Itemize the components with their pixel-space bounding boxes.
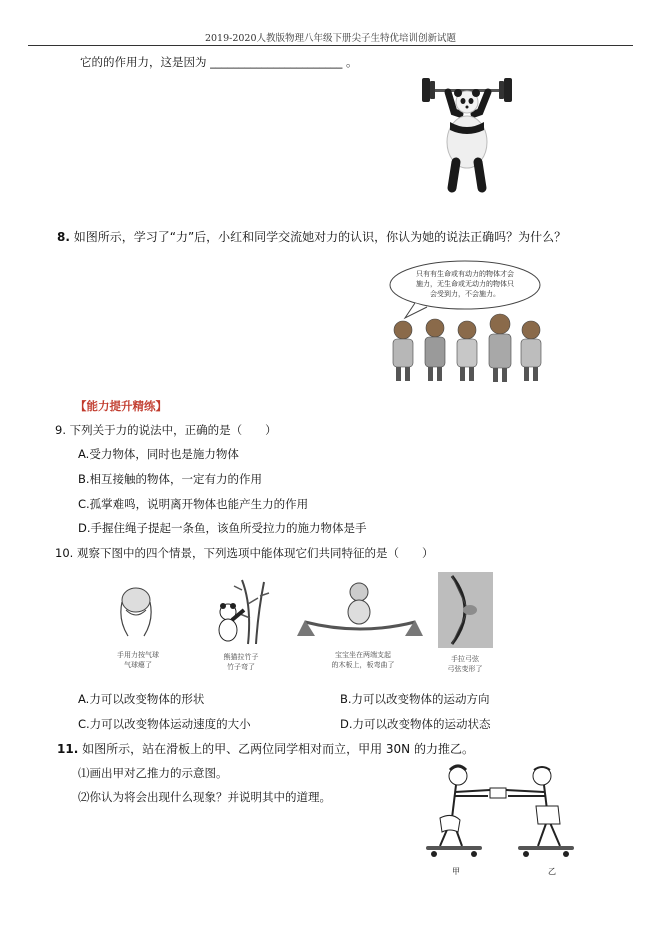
caption-baby-line1: 宝宝坐在两端支起	[335, 651, 391, 659]
q10-question: 10. 观察下图中的四个情景，下列选项中能体现它们共同特征的是（ ）	[55, 546, 434, 560]
q10-option-d: D.力可以改变物体的运动状态	[340, 717, 491, 731]
caption-bow-line1: 手拉弓弦	[451, 655, 479, 663]
q11-sub1: ⑴画出甲对乙推力的示意图。	[78, 766, 228, 780]
q9-option-b: B.相互接触的物体，一定有力的作用	[78, 472, 263, 486]
caption-panda-line2: 竹子弯了	[227, 663, 255, 671]
q9-option-d: D.手握住绳子提起一条鱼，该鱼所受拉力的施力物体是手	[78, 521, 367, 535]
bubble-line-3: 会受到力，不会施力。	[430, 290, 500, 298]
panda-weightlifting-figure	[418, 72, 516, 194]
q10-option-c: C.力可以改变物体运动速度的大小	[78, 717, 251, 731]
caption-baby-line2: 的木板上，板弯曲了	[331, 661, 395, 669]
section-title: 【能力提升精练】	[75, 399, 167, 413]
q8-question	[57, 228, 566, 245]
q7-tail-text: 它的的作用力，这是因为 _______________________ 。	[80, 55, 358, 69]
q9-option-a: A.受力物体，同时也是施力物体	[78, 447, 239, 461]
header-divider	[28, 45, 633, 46]
kids-discussion-figure	[385, 258, 545, 388]
caption-baby	[318, 650, 408, 670]
page-header: 2019-2020人教版物理八年级下册尖子生特优培训创新试题	[204, 33, 457, 44]
q8-number: 8.	[57, 230, 70, 244]
balloon-press-figure	[108, 580, 163, 640]
q10-option-a: A.力可以改变物体的形状	[78, 692, 205, 706]
label-yi: 乙	[548, 867, 556, 876]
caption-panda	[206, 652, 276, 672]
caption-balloon-line2: 气球瘪了	[124, 661, 152, 669]
bubble-line-2: 施力，无生命或无动力的物体只	[416, 280, 514, 288]
q10-option-b: B.力可以改变物体的运动方向	[340, 692, 490, 706]
caption-balloon-line1: 手用力按气球	[117, 651, 159, 659]
caption-bow-line2: 弓弦变形了	[447, 665, 483, 673]
bow-pull-figure	[438, 572, 493, 648]
caption-bow	[430, 654, 500, 674]
q11-sub2: ⑵你认为将会出现什么现象？并说明其中的道理。	[78, 790, 331, 804]
skateboard-push-figure	[410, 762, 590, 862]
q9-question: 9. 下列关于力的说法中，正确的是（ ）	[55, 423, 277, 437]
q9-option-c: C.孤掌难鸣，说明离开物体也能产生力的作用	[78, 497, 309, 511]
q8-text: 如图所示，学习了“力”后，小红和同学交流她对力的认识，你认为她的说法正确吗？为什么？	[73, 230, 567, 244]
caption-balloon	[103, 650, 173, 670]
q11-question	[57, 740, 474, 757]
q11-number: 11.	[57, 742, 79, 756]
baby-on-board-figure	[295, 578, 425, 644]
q11-text: 如图所示，站在滑板上的甲、乙两位同学相对而立，甲用 30N 的力推乙。	[82, 742, 474, 756]
panda-bamboo-figure	[212, 576, 274, 646]
bubble-line-1: 只有有生命或有动力的物体才会	[416, 270, 514, 278]
label-jia: 甲	[452, 867, 460, 876]
caption-panda-line1: 熊猫拉竹子	[223, 653, 259, 661]
